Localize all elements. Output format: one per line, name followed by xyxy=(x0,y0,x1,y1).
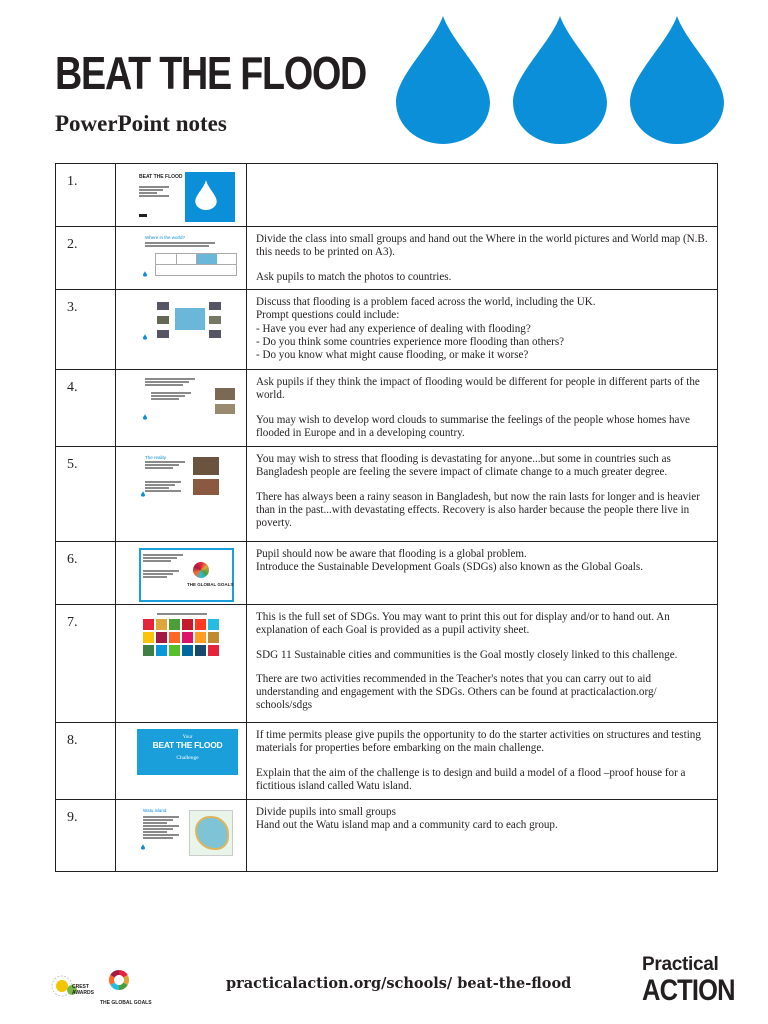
table-row xyxy=(56,370,718,447)
slide-number: 6. xyxy=(56,542,116,605)
note-paragraph xyxy=(256,729,709,756)
slide-thumb-title: THE GLOBAL GOALS xyxy=(187,582,234,587)
slide-notes xyxy=(247,447,718,542)
water-drops-graphic xyxy=(395,14,725,144)
note-line: Discuss that flooding is a problem faced across the world, including the UK. xyxy=(256,296,596,308)
table-row xyxy=(56,227,718,290)
slide-thumb-title: Watu island xyxy=(143,808,167,813)
slide-number: 8. xyxy=(56,723,116,800)
slide-notes xyxy=(247,605,718,723)
note-line: SDG 11 Sustainable cities and communities is the Goal mostly closely linked to this challenge. xyxy=(256,648,678,661)
note-line: Introduce the Sustainable Development Goals (SDGs) also known as the Global Goals. xyxy=(256,561,643,574)
slide-thumbnail-cell xyxy=(116,542,247,605)
table-row xyxy=(56,542,718,605)
water-drop-icon xyxy=(513,16,607,144)
slide-thumbnail-cell xyxy=(116,723,247,800)
water-drop-icon xyxy=(143,414,147,420)
note-line: Divide the class into small groups and hand out the Where in the world pictures and World map (N.B. this needs to be printed on A3). xyxy=(256,233,708,259)
slide-thumbnail xyxy=(137,611,238,667)
slide-number: 1. xyxy=(56,164,116,227)
slide-thumb-title: Where in the world? xyxy=(145,235,186,240)
crest-awards-label: CREST AWARDS xyxy=(72,984,94,996)
table-row xyxy=(56,800,718,872)
note-line: - Do you know what might cause flooding, or make it worse? xyxy=(256,349,529,362)
slide-thumbnail xyxy=(137,806,238,862)
slide-number: 5. xyxy=(56,447,116,542)
note-line: Divide pupils into small groups xyxy=(256,806,396,818)
slide-notes xyxy=(247,290,718,370)
note-line: If time permits please give pupils the opportunity to do the starter activities on structures and testing materials for properties before embarking on the main challenge. xyxy=(256,729,701,755)
slide-notes xyxy=(247,723,718,800)
note-paragraph xyxy=(256,491,709,531)
slide-notes xyxy=(247,227,718,290)
note-paragraph xyxy=(256,233,709,260)
slide-notes xyxy=(247,542,718,605)
water-drop-icon xyxy=(141,844,145,850)
slide-thumbnail-cell xyxy=(116,370,247,447)
slide-notes xyxy=(247,164,718,227)
water-drop-icon xyxy=(143,334,147,340)
slide-thumbnail-cell xyxy=(116,800,247,872)
slide-thumbnail xyxy=(137,548,238,604)
slide-number: 9. xyxy=(56,800,116,872)
slide-thumbnail xyxy=(137,233,238,289)
slide-notes xyxy=(247,800,718,872)
note-line: Ask pupils if they think the impact of flooding would be different for people in different parts of the world. xyxy=(256,376,700,402)
slide-thumbnail-cell xyxy=(116,605,247,723)
water-drop-icon xyxy=(143,271,147,277)
note-paragraph xyxy=(256,376,709,403)
note-line: This is the full set of SDGs. You may want to print this out for display and/or to hand out. An explanation of each Goal is provided as a pupil activity sheet. xyxy=(256,611,670,637)
slide-thumb-title: BEAT THE FLOOD xyxy=(139,174,183,180)
note-paragraph xyxy=(256,453,709,480)
slide-thumbnail xyxy=(137,729,238,785)
note-paragraph xyxy=(256,611,709,638)
note-paragraph xyxy=(256,806,709,833)
note-line: Hand out the Watu island map and a community card to each group. xyxy=(256,819,558,832)
slide-number: 2. xyxy=(56,227,116,290)
note-line: There has always been a rainy season in Bangladesh, but now the rain lasts for longer and is heavier than in the past...with devastating effects. Recovery is also harder because the people there live in poverty. xyxy=(256,490,700,530)
global-goals-label: THE GLOBAL GOALS xyxy=(100,1000,152,1006)
slide-thumb-your: Your xyxy=(182,735,193,740)
table-row xyxy=(56,605,718,723)
note-paragraph xyxy=(256,673,709,713)
slide-thumb-title: BEAT THE FLOOD xyxy=(152,740,223,750)
note-paragraph xyxy=(256,414,709,441)
note-paragraph xyxy=(256,767,709,794)
slide-number: 7. xyxy=(56,605,116,723)
note-line: Explain that the aim of the challenge is to design and build a model of a flood –proof house for a fictitious island called Watu island. xyxy=(256,766,686,792)
note-paragraph xyxy=(256,296,709,362)
footer-url[interactable]: practicalaction.org/schools/ beat-the-flood xyxy=(226,975,572,992)
note-line: There are two activities recommended in the Teacher's notes that you can carry out to aid understanding and engagement with the SDGs. Others can be found at practicalaction.org/ schools/sdgs xyxy=(256,672,657,712)
table-row xyxy=(56,164,718,227)
water-drop-icon xyxy=(141,491,145,497)
water-drop-icon xyxy=(630,16,724,144)
note-line: You may wish to develop word clouds to summarise the feelings of the people whose homes have flooded in Europe and in a developing country. xyxy=(256,413,690,439)
table-row xyxy=(56,723,718,800)
note-line: - Have you ever had any experience of dealing with flooding? xyxy=(256,322,531,335)
slide-number: 4. xyxy=(56,370,116,447)
table-row xyxy=(56,290,718,370)
table-row xyxy=(56,447,718,542)
note-line: Prompt questions could include: xyxy=(256,309,400,322)
page-title: BEAT THE FLOOD xyxy=(55,47,367,99)
water-drop-icon xyxy=(396,16,490,144)
slide-thumbnail-cell xyxy=(116,227,247,290)
note-line: Ask pupils to match the photos to countries. xyxy=(256,270,452,283)
slide-thumbnail xyxy=(137,170,238,226)
note-line: You may wish to stress that flooding is devastating for anyone...but some in countries such as Bangladesh people are feeling the severe impact of climate change to a much greater degree. xyxy=(256,453,671,479)
note-paragraph xyxy=(256,548,709,575)
slide-thumbnail-cell xyxy=(116,290,247,370)
slide-number: 3. xyxy=(56,290,116,370)
slide-thumbnail xyxy=(137,296,238,352)
practical-action-logo: Practical ACTION xyxy=(642,954,735,1007)
slide-thumb-challenge: Challenge xyxy=(176,755,199,761)
slide-thumbnail-cell xyxy=(116,164,247,227)
note-line: Pupil should now be aware that flooding is a global problem. xyxy=(256,548,527,560)
note-paragraph xyxy=(256,271,709,284)
slide-thumb-title: The reality xyxy=(145,455,167,460)
note-paragraph xyxy=(256,649,709,662)
notes-table xyxy=(55,163,718,872)
slide-notes xyxy=(247,370,718,447)
slide-thumbnail-cell xyxy=(116,447,247,542)
slide-thumbnail xyxy=(137,453,238,509)
note-line: - Do you think some countries experience more flooding than others? xyxy=(256,335,565,348)
page-subtitle: PowerPoint notes xyxy=(55,111,227,136)
slide-thumbnail xyxy=(137,376,238,432)
